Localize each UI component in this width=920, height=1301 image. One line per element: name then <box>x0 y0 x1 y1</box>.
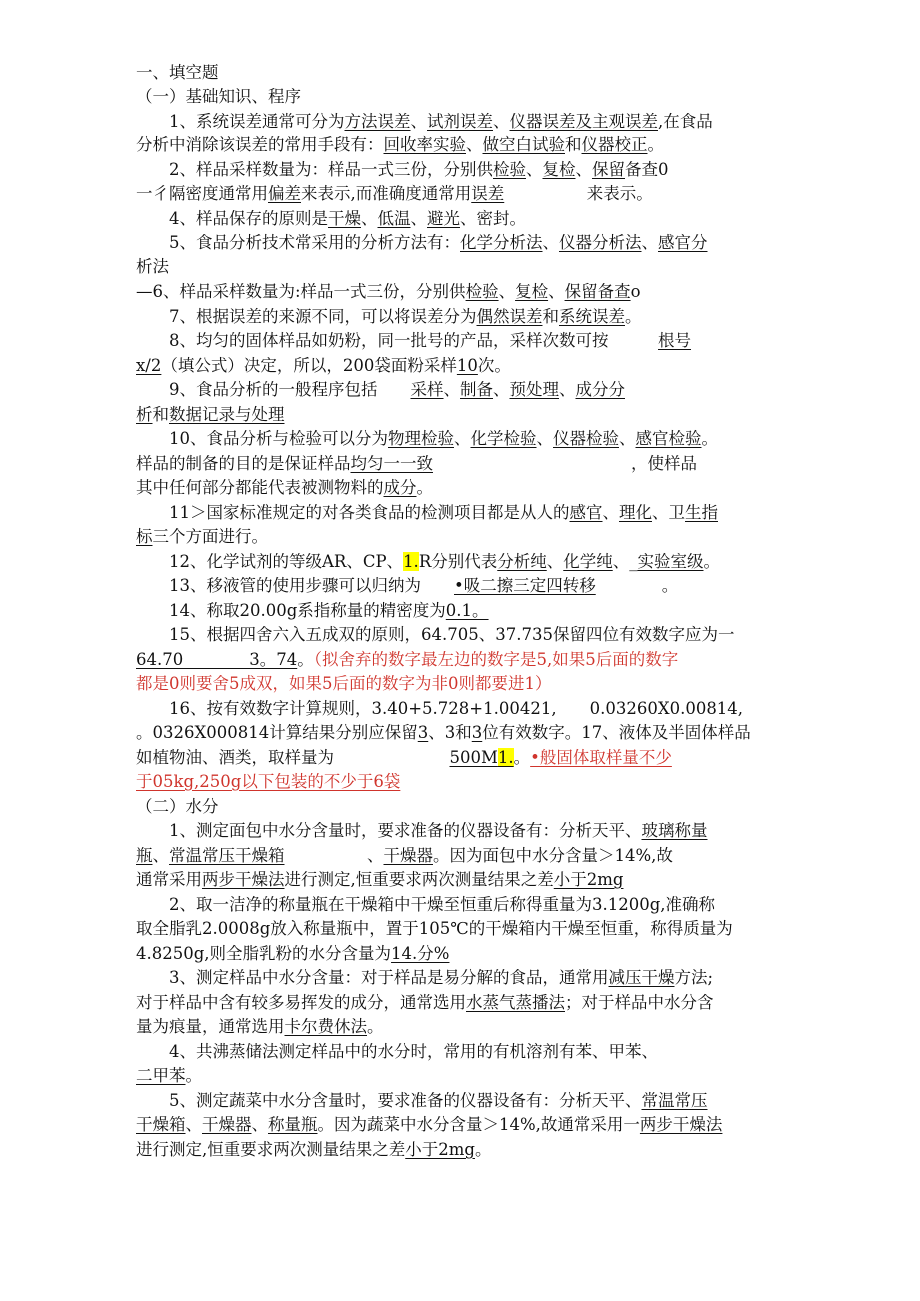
text-segment: 500M <box>449 748 498 767</box>
text-segment: 3 <box>471 723 483 742</box>
text-line <box>136 231 788 254</box>
text-segment: 卡尔费休法 <box>284 1017 367 1036</box>
text-segment: 12、化学试剂的等级AR、CP、 <box>136 552 404 571</box>
text-segment: 干燥器 <box>202 1115 252 1134</box>
text-segment: 。 <box>367 1017 384 1036</box>
text-segment: 14、称取20.00g系指称量的精密度为 <box>136 601 446 620</box>
text-segment: 来表示,而准确度通常用 <box>301 184 472 203</box>
text-segment: 取全脂乳2.0008g放入称量瓶中，置于105℃的干燥箱内干燥至恒重，称得质量为 <box>136 919 733 938</box>
text-segment: 偶然误差 <box>476 307 543 326</box>
text-segment: 化学纯 <box>563 552 613 571</box>
text-segment: 试剂误差 <box>427 112 493 131</box>
text-segment: 物理检验 <box>388 429 454 448</box>
text-segment: 做空白试验 <box>482 135 565 154</box>
text-segment: 、 <box>152 846 169 865</box>
text-segment: 位有效数字。17、液体及半固体样品 <box>482 723 751 742</box>
text-segment: 4、样品保存的原则是 <box>136 209 328 228</box>
text-segment: 于05kg,250g以下包装的不少于6袋 <box>136 772 401 791</box>
text-segment: •吸二擦三定四转移 <box>454 576 596 595</box>
text-segment: 复检 <box>542 160 576 179</box>
text-segment: R分别代表 <box>418 552 498 571</box>
text-line <box>136 844 788 867</box>
text-segment: 、 <box>466 135 483 154</box>
text-segment: 、 <box>602 503 619 522</box>
text-segment: 0.1。 <box>445 601 489 620</box>
text-line <box>136 158 788 181</box>
text-segment: 干燥器 <box>383 846 433 865</box>
text-segment: 感官分 <box>658 233 708 252</box>
text-line <box>136 354 788 377</box>
text-segment: ,在食品 <box>658 112 713 131</box>
text-segment: 其中任何部分都能代表被测物料的 <box>136 478 384 497</box>
text-line <box>136 672 788 695</box>
text-line <box>136 991 788 1014</box>
text-line <box>136 501 788 524</box>
text-segment: 。 <box>474 1140 492 1159</box>
text-segment: 减压干燥 <box>608 968 675 987</box>
text-segment: 仪器检验 <box>553 429 619 448</box>
text-segment: 实验室级 <box>637 552 704 571</box>
text-segment: 样品的制备的目的是保证样品 <box>136 454 351 473</box>
text-line <box>136 623 788 646</box>
text-segment: 、 <box>542 233 559 252</box>
text-segment: 7、根据误差的来源不同，可以将误差分为 <box>136 307 477 326</box>
text-segment: 。0326X000814计算结果分别应保留 <box>136 723 418 742</box>
text-line <box>136 697 788 720</box>
text-line <box>136 305 788 328</box>
subsection-title: （一）基础知识、程序 <box>136 87 301 106</box>
text-segment: 1、系统误差通常可分为 <box>136 112 345 131</box>
text-segment: 偏差 <box>268 184 301 203</box>
text-segment: 4、共沸蒸储法测定样品中的水分时，常用的有机溶剂有苯、甲苯、 <box>136 1042 658 1061</box>
text-segment: 5、食品分析技术常采用的分析方法有： <box>136 233 460 252</box>
text-segment: 2、样品采样数量为：样品一式三份，分别供 <box>136 160 493 179</box>
text-line <box>136 721 788 744</box>
text-segment: 16、按有效数字计算规则，3.40+5.728+1.00421, 0.03260X0.00814, <box>136 699 744 718</box>
text-segment: 通常采用 <box>136 870 202 889</box>
text-segment: 析法 <box>136 257 169 276</box>
text-line <box>136 648 788 671</box>
text-segment: 。 <box>416 478 433 497</box>
text-segment: 1. <box>403 552 419 571</box>
text-segment: 瓶 <box>136 846 153 865</box>
text-segment: 回收率实验 <box>383 135 466 154</box>
text-segment: 两步干燥法 <box>639 1115 723 1134</box>
text-line <box>136 378 788 401</box>
text-segment: 、 <box>361 209 378 228</box>
text-segment: 成分 <box>383 478 417 497</box>
text-segment: 8、均匀的固体样品如奶粉，同一批号的产品，采样次数可按 <box>136 331 658 350</box>
text-segment: 、3和 <box>428 723 472 742</box>
text-segment: 14.分% <box>391 944 450 963</box>
text-line <box>136 942 788 965</box>
text-line <box>136 819 788 842</box>
text-line <box>136 893 788 916</box>
text-segment: 、 <box>575 160 592 179</box>
text-segment: （二）水分 <box>136 797 219 816</box>
text-line <box>136 1064 788 1087</box>
text-segment: 和 <box>542 307 559 326</box>
text-segment: 称量瓶 <box>268 1115 318 1134</box>
text-segment: 次。 <box>477 356 511 375</box>
text-line <box>136 476 788 499</box>
text-line <box>136 427 788 450</box>
text-segment: 分析中消除该误差的常用手段有： <box>136 135 384 154</box>
text-segment: 。 <box>625 307 642 326</box>
text-line <box>136 966 788 989</box>
text-segment: 、_ <box>612 552 638 571</box>
text-segment: 3 <box>417 723 429 742</box>
text-line <box>136 599 788 622</box>
text-line <box>136 917 788 940</box>
text-segment: 成分分 <box>575 380 625 399</box>
text-line <box>136 1089 788 1112</box>
text-segment: ；对于样品中水分含 <box>565 993 714 1012</box>
text-segment: 仪器误差及主观误差 <box>509 112 658 131</box>
text-segment: 制备 <box>460 380 493 399</box>
text-segment: 水蒸气蒸播法 <box>466 993 565 1012</box>
text-line <box>136 207 788 230</box>
text-segment: 、密封。 <box>460 209 526 228</box>
text-segment: 进行测定,恒重要求两次测量结果之差 <box>284 870 554 889</box>
text-segment: 误差 <box>471 184 505 203</box>
text-segment: 三个方面进行。 <box>152 527 268 546</box>
text-segment: 。 <box>513 748 531 767</box>
text-segment: 、 <box>410 209 427 228</box>
text-segment: •般固体取样量不少 <box>530 748 672 767</box>
text-segment: 、 <box>493 112 510 131</box>
text-line <box>136 770 788 793</box>
text-segment: —6、样品采样数量为:样品一式三份，分别供 <box>136 282 466 301</box>
text-segment: 干燥 <box>328 209 361 228</box>
text-line <box>136 110 788 133</box>
text-line <box>136 182 788 205</box>
text-segment: 、卫 <box>652 503 685 522</box>
text-segment: 、 <box>284 846 384 865</box>
text-segment: 。 <box>595 576 679 595</box>
text-segment: 玻璃称量 <box>641 821 708 840</box>
text-segment: 根号 <box>658 331 691 350</box>
text-segment: 4.8250g,则全脂乳粉的水分含量为 <box>136 944 392 963</box>
text-segment: 采样 <box>410 380 444 399</box>
text-segment: 两步干燥法 <box>202 870 285 889</box>
text-line <box>136 746 788 769</box>
text-segment: 10 <box>456 356 478 375</box>
text-segment: 、 <box>443 380 460 399</box>
text-line <box>136 133 788 156</box>
text-line <box>136 525 788 548</box>
text-segment: 预处理 <box>509 380 559 399</box>
text-segment: 。 <box>185 1066 202 1085</box>
text-segment: 64.70 3。74 <box>136 650 298 669</box>
text-line <box>136 574 788 597</box>
text-segment: 理化 <box>619 503 652 522</box>
text-segment: 小于2mg <box>405 1140 475 1159</box>
text-line <box>136 795 788 818</box>
text-segment: 系统误差 <box>559 307 625 326</box>
text-segment: 分析纯 <box>497 552 547 571</box>
text-segment: 、 <box>454 429 471 448</box>
text-line <box>136 403 788 426</box>
text-segment: 。因为蔬菜中水分含量＞14%,故通常采用一 <box>317 1115 640 1134</box>
text-line <box>136 1138 788 1161</box>
text-segment: 感官检验 <box>635 429 702 448</box>
text-segment: 备查0 <box>625 160 669 179</box>
text-segment: 保留备查 <box>564 282 631 301</box>
text-segment: 仪器分析法 <box>559 233 642 252</box>
text-segment: 化学分析法 <box>460 233 543 252</box>
text-segment: 二甲苯 <box>136 1066 186 1085</box>
text-line <box>136 280 788 303</box>
text-segment: 。 <box>647 135 664 154</box>
text-segment: 、 <box>546 552 564 571</box>
text-segment: 化学检验 <box>470 429 537 448</box>
text-segment: 、 <box>559 380 576 399</box>
text-segment: 、 <box>493 380 510 399</box>
text-line <box>136 1015 788 1038</box>
text-segment: 避光 <box>427 209 460 228</box>
text-segment: 常温常压 <box>641 1091 708 1110</box>
text-segment: 、 <box>410 112 427 131</box>
text-segment: 。 <box>703 552 720 571</box>
text-segment: （拟舍弃的数字最左边的数字是5,如果5后面的数字 <box>313 650 679 669</box>
text-segment: 方法; <box>674 968 714 987</box>
text-segment: 。 <box>297 650 314 669</box>
text-line <box>136 550 788 573</box>
text-segment: 进行测定,恒重要求两次测量结果之差 <box>136 1140 406 1159</box>
text-segment: 、 <box>641 233 658 252</box>
text-segment: 析 <box>136 405 153 424</box>
text-segment: 。因为面包中水分含量＞14%,故 <box>433 846 673 865</box>
text-segment: 13、移液管的使用步骤可以归纳为 <box>136 576 454 595</box>
text-segment: 和 <box>152 405 169 424</box>
text-segment: o <box>630 282 641 301</box>
text-segment: 数据记录与处理 <box>169 405 285 424</box>
text-line <box>136 1040 788 1063</box>
text-segment: 生指 <box>685 503 718 522</box>
text-segment: 保留 <box>592 160 625 179</box>
text-segment: 方法误差 <box>344 112 411 131</box>
text-line <box>136 255 788 278</box>
text-segment: 常温常压干燥箱 <box>169 846 285 865</box>
text-segment: 低温 <box>377 209 411 228</box>
text-segment: 1、测定面包中水分含量时，要求准备的仪器设备有：分析天平、 <box>136 821 642 840</box>
text-line <box>136 1113 788 1136</box>
text-segment: 3、测定样品中水分含量：对于样品是易分解的食品，通常用 <box>136 968 609 987</box>
text-segment: 、 <box>619 429 636 448</box>
text-segment: 复检 <box>515 282 549 301</box>
text-segment: 仪器校正 <box>581 135 648 154</box>
text-segment: 10、食品分析与检验可以分为 <box>136 429 388 448</box>
text-segment: 量为痕量，通常选用 <box>136 1017 285 1036</box>
text-segment: 感官 <box>569 503 603 522</box>
text-line <box>136 329 788 352</box>
text-segment: 1. <box>497 748 514 767</box>
text-segment: 、 <box>498 282 516 301</box>
text-segment: 11＞国家标准规定的对各类食品的检测项目都是从人的 <box>136 503 570 522</box>
text-segment: 15、根据四舍六入五成双的原则，64.705、37.735保留四位有效数字应为一 <box>136 625 735 644</box>
text-line <box>136 868 788 891</box>
section-title: 一、填空题 <box>136 63 219 82</box>
text-segment: 来表示。 <box>504 184 653 203</box>
text-segment: 9、食品分析的一般程序包括 <box>136 380 411 399</box>
text-line <box>136 452 788 475</box>
text-segment: 。 <box>701 429 718 448</box>
text-segment: 检验 <box>465 282 499 301</box>
text-segment: x/2 <box>136 356 162 375</box>
text-segment: 检验 <box>493 160 526 179</box>
text-segment: （填公式）决定，所以，200袋面粉采样 <box>161 356 457 375</box>
text-segment: 标 <box>136 527 153 546</box>
text-segment: 对于样品中含有较多易挥发的成分，通常选用 <box>136 993 466 1012</box>
text-segment: 、 <box>185 1115 202 1134</box>
text-segment: ，使样品 <box>433 454 697 473</box>
text-segment: 2、取一洁净的称量瓶在干燥箱中干燥至恒重后称得重量为3.1200g,准确称 <box>136 895 716 914</box>
text-segment: 均匀一一致 <box>350 454 433 473</box>
text-segment: 、 <box>536 429 553 448</box>
text-segment: 干燥箱 <box>136 1115 186 1134</box>
text-segment: 如植物油、酒类，取样量为 <box>136 748 450 767</box>
text-segment: 5、测定蔬菜中水分含量时，要求准备的仪器设备有：分析天平、 <box>136 1091 642 1110</box>
text-segment: 小于2mg <box>553 870 624 889</box>
text-segment: 、 <box>526 160 543 179</box>
text-segment: 、 <box>548 282 565 301</box>
text-segment: 一彳隔密度通常用 <box>136 184 268 203</box>
text-segment: 和 <box>565 135 582 154</box>
text-segment: 、 <box>251 1115 268 1134</box>
text-segment: 都是0则要舍5成双，如果5后面的数字为非0则都要进1） <box>136 674 552 693</box>
